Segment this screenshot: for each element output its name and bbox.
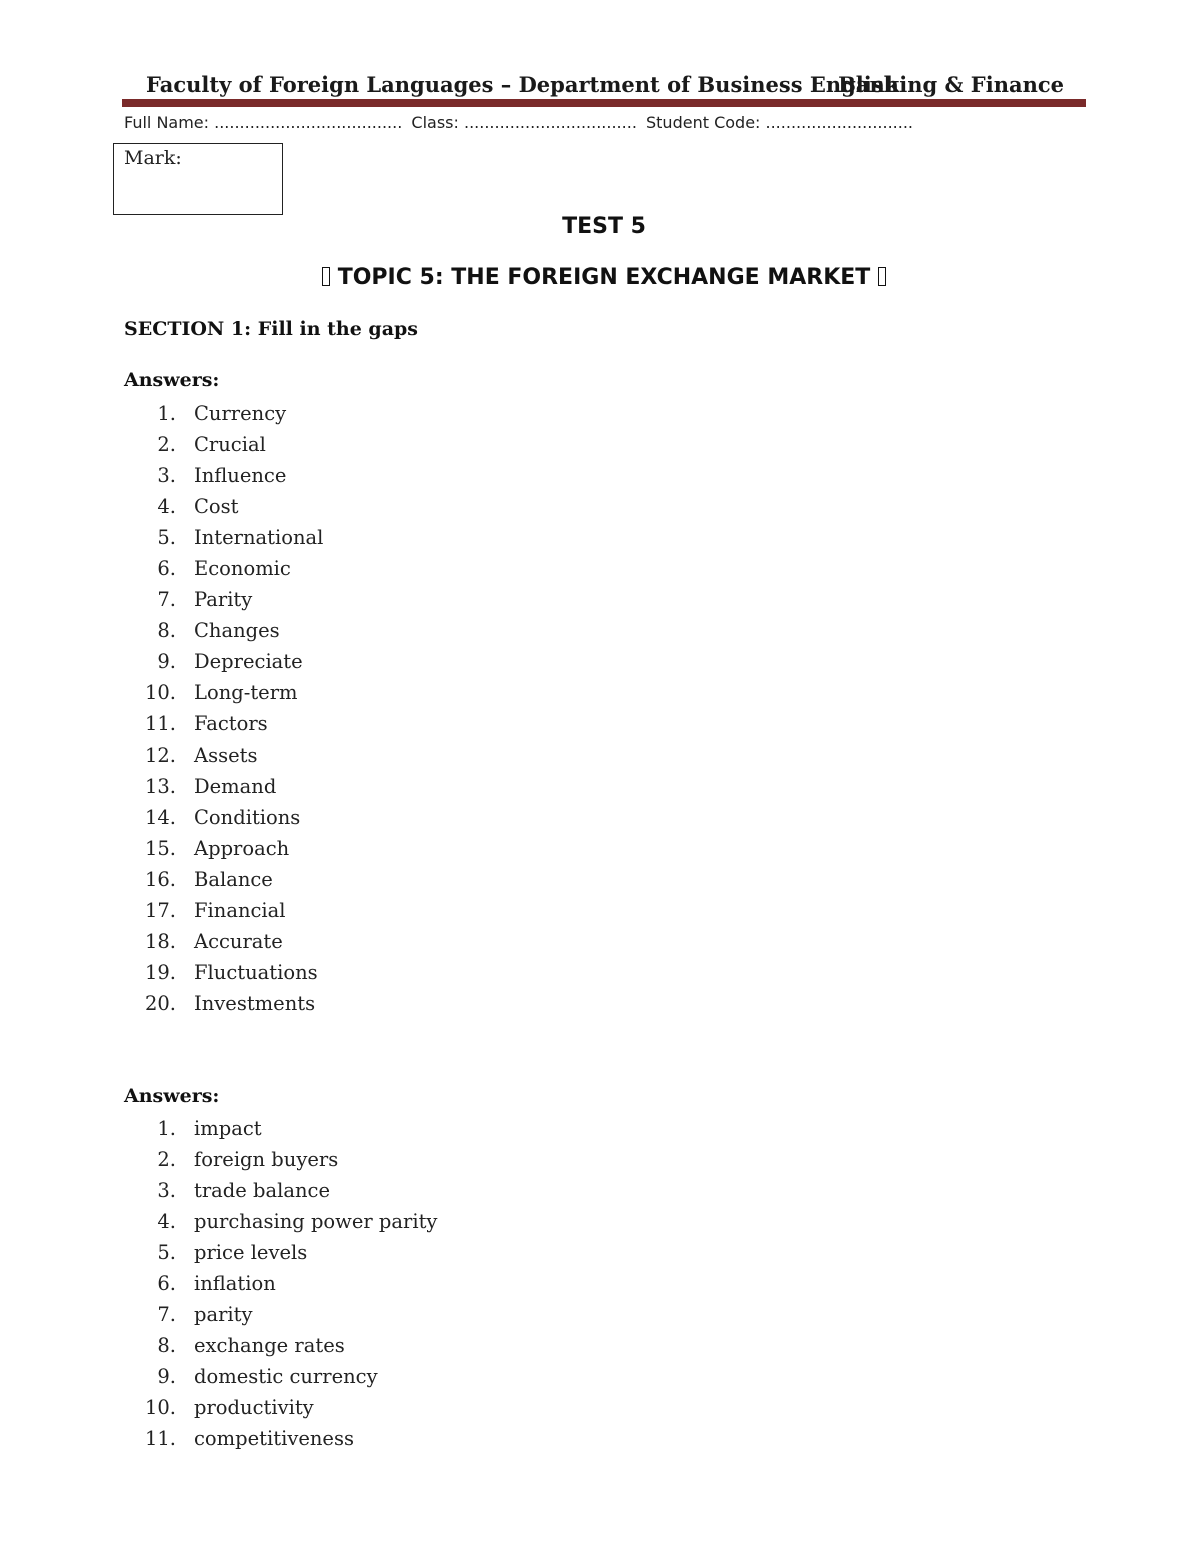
item-answer: Conditions [194, 805, 301, 829]
item-answer: Currency [194, 402, 287, 425]
item-answer: Investments [194, 991, 316, 1015]
item-number: 1. [157, 1117, 176, 1140]
item-answer: inflation [194, 1272, 276, 1296]
item-number: 11. [144, 712, 176, 736]
item-number: 10. [144, 681, 176, 705]
item-number: 14. [144, 805, 176, 829]
test-title: TEST 5 [562, 214, 646, 239]
item-answer: impact [194, 1117, 262, 1140]
student-info-line [124, 113, 917, 132]
answers-heading-1: Answers: [124, 369, 220, 391]
item-number: 13. [144, 774, 176, 798]
item-answer: exchange rates [194, 1334, 345, 1358]
header-divider [122, 99, 1086, 107]
item-number: 8. [157, 1334, 176, 1358]
full-name-field: Full Name: ..................................... [124, 113, 403, 132]
item-answer: Balance [194, 867, 273, 891]
item-number: 17. [144, 898, 176, 922]
item-answer: Accurate [194, 929, 283, 953]
item-number: 7. [157, 1303, 176, 1327]
page-header [124, 72, 1064, 100]
item-answer: Approach [194, 836, 290, 860]
item-number: 10. [144, 1396, 176, 1420]
item-answer: parity [194, 1303, 253, 1327]
item-number: 5. [157, 1241, 176, 1265]
item-number: 4. [157, 1210, 176, 1234]
item-answer: Economic [194, 557, 291, 581]
item-number: 16. [144, 867, 176, 891]
item-number: 7. [157, 588, 176, 612]
topic-heading [0, 265, 1200, 290]
missing-glyph-icon [322, 267, 330, 286]
item-number: 6. [157, 1272, 176, 1296]
item-number: 6. [157, 557, 176, 581]
item-answer: productivity [194, 1396, 314, 1420]
item-answer: Crucial [194, 433, 266, 457]
item-answer: Financial [194, 898, 286, 922]
item-answer: Cost [194, 495, 239, 519]
item-answer: price levels [194, 1241, 308, 1265]
topic-text: TOPIC 5: THE FOREIGN EXCHANGE MARKET [337, 265, 871, 290]
item-answer: Influence [194, 464, 287, 488]
item-number: 5. [157, 526, 176, 550]
item-number: 19. [144, 960, 176, 984]
item-answer: Changes [194, 619, 280, 643]
item-answer: Fluctuations [194, 960, 318, 984]
item-answer: Factors [194, 712, 268, 736]
item-number: 12. [144, 743, 176, 767]
section-1-heading: SECTION 1: Fill in the gaps [124, 318, 419, 340]
item-answer: foreign buyers [194, 1148, 339, 1172]
item-answer: Assets [194, 743, 258, 767]
item-number: 3. [157, 464, 176, 488]
item-number: 9. [157, 650, 176, 674]
item-number: 4. [157, 495, 176, 519]
item-answer: Depreciate [194, 650, 303, 674]
class-field: Class: .................................. [411, 113, 637, 132]
header-department: Faculty of Foreign Languages – Department of Business English [146, 72, 899, 97]
mark-label: Mark: [124, 147, 182, 169]
answers-heading-2: Answers: [124, 1085, 220, 1107]
item-answer: Demand [194, 774, 277, 798]
item-answer: purchasing power parity [194, 1210, 438, 1234]
student-code-field: Student Code: ............................. [646, 113, 913, 132]
item-answer: International [194, 526, 324, 550]
item-answer: competitiveness [194, 1427, 354, 1451]
missing-glyph-icon [878, 267, 886, 286]
item-answer: trade balance [194, 1179, 330, 1203]
item-number: 2. [157, 433, 176, 457]
item-number: 18. [144, 929, 176, 953]
item-number: 2. [157, 1148, 176, 1172]
item-number: 8. [157, 619, 176, 643]
item-number: 15. [144, 836, 176, 860]
item-number: 1. [157, 402, 176, 425]
item-number: 20. [144, 991, 176, 1015]
item-number: 3. [157, 1179, 176, 1203]
item-number: 11. [144, 1427, 176, 1451]
header-subject: Banking & Finance [838, 72, 1064, 97]
item-answer: Long-term [194, 681, 298, 705]
item-answer: Parity [194, 588, 253, 612]
mark-box [113, 143, 283, 215]
item-number: 9. [157, 1365, 176, 1389]
item-answer: domestic currency [194, 1365, 378, 1389]
